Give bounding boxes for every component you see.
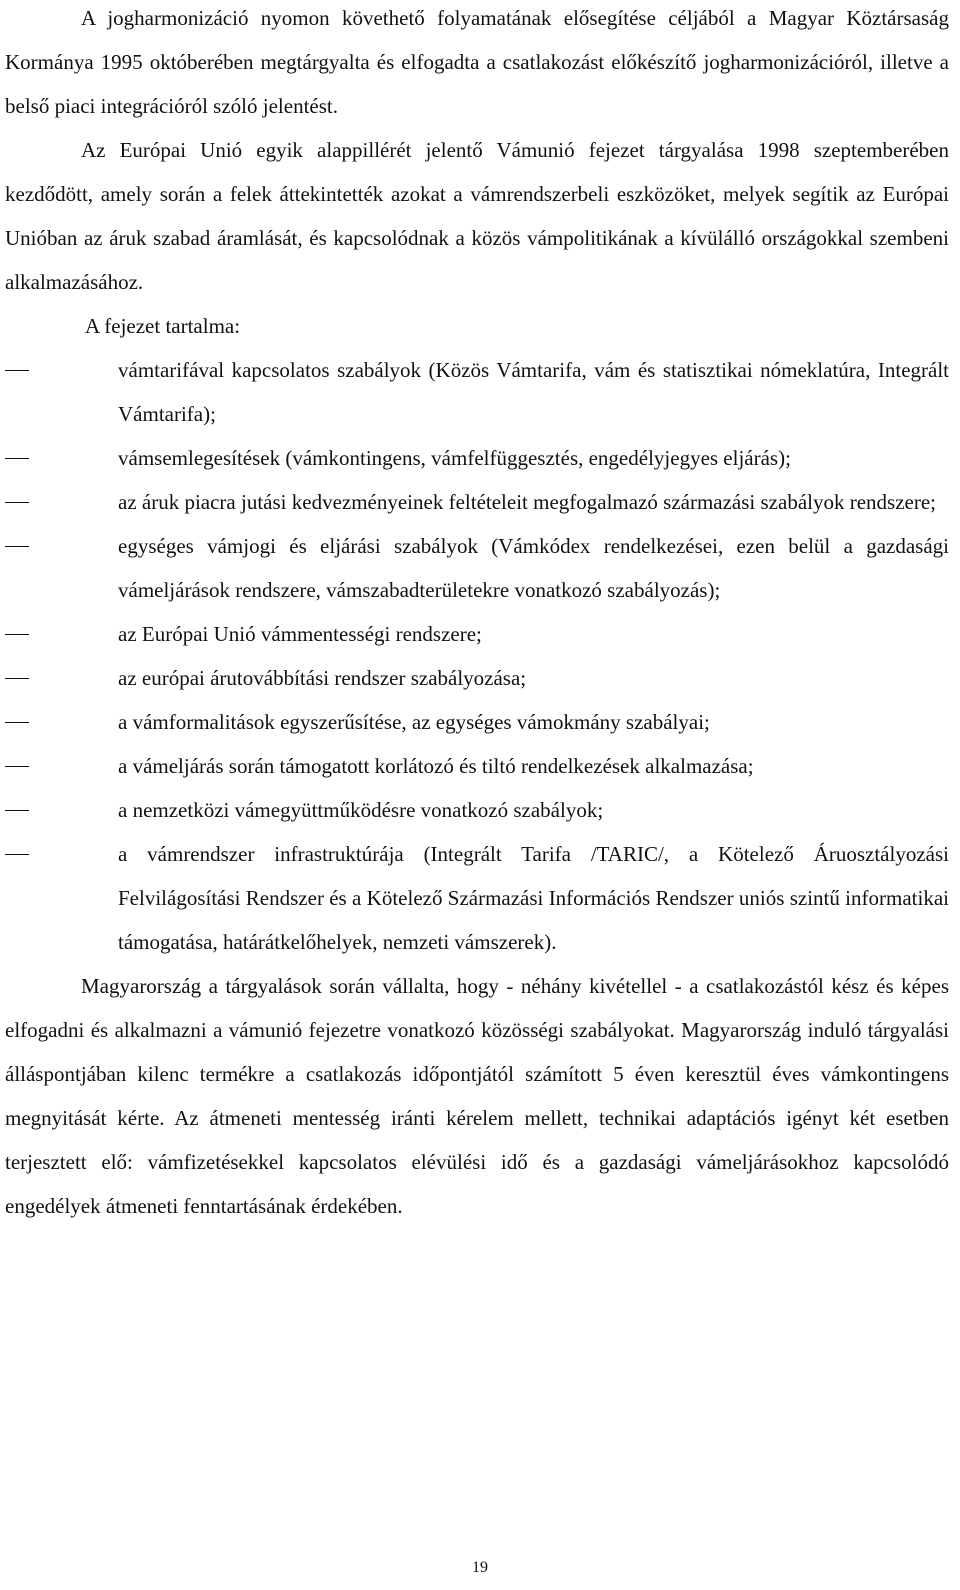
document-body: [5, 0, 949, 1228]
dash-bullet-icon: [5, 634, 29, 635]
list-item: az európai árutovábbítási rendszer szabályozása;: [5, 656, 949, 700]
list-item: vámsemlegesítések (vámkontingens, vámfelfüggesztés, engedélyjegyes eljárás);: [5, 436, 949, 480]
paragraph-magyarorszag: Magyarország a tárgyalások során vállalta, hogy - néhány kivétellel - a csatlakozástól kész és képes elfogadni és alkalmazni a vámunió fejezetre vonatkozó közösségi szabályokat. Magyarország induló tárgyalási álláspontjában kilenc termékre a csatlakozás időpontjától számított 5 éven keresztül éves vámkontingens megnyitását kérte. Az átmeneti mentesség iránti kérelem mellett, technikai adaptációs igényt két esetben terjesztett elő: vámfizetésekkel kapcsolatos elévülési idő és a gazdasági vámeljárásokhoz kapcsolódó engedélyek átmeneti fenntartásának érdekében.: [5, 974, 949, 1218]
list-item: a nemzetközi vámegyüttműködésre vonatkozó szabályok;: [5, 788, 949, 832]
content-list: [5, 348, 949, 964]
list-item: a vámrendszer infrastruktúrája (Integrált Tarifa /TARIC/, a Kötelező Áruosztályozási Felvilágosítási Rendszer és a Kötelező Származási Információs Rendszer uniós szintű informatikai támogatása, határátkelőhelyek, nemzeti vámszerek).: [5, 832, 949, 964]
list-item: a vámeljárás során támogatott korlátozó és tiltó rendelkezések alkalmazása;: [5, 744, 949, 788]
list-item: az Európai Unió vámmentességi rendszere;: [5, 612, 949, 656]
list-item: az áruk piacra jutási kedvezményeinek feltételeit megfogalmazó származási szabályok rendszere;: [5, 480, 949, 524]
dash-bullet-icon: [5, 546, 29, 547]
paragraph-vamunio: Az Európai Unió egyik alappillérét jelentő Vámunió fejezet tárgyalása 1998 szeptemberében kezdődött, amely során a felek áttekintették azokat a vámrendszerbeli eszközöket, melyek segítik az Európai Unióban az áruk szabad áramlását, és kapcsolódnak a közös vámpolitikának a kívülálló országokkal szembeni alkalmazásához.: [5, 138, 949, 294]
page-number: 19: [472, 1559, 488, 1576]
dash-bullet-icon: [5, 458, 29, 459]
dash-bullet-icon: [5, 502, 29, 503]
dash-bullet-icon: [5, 722, 29, 723]
dash-bullet-icon: [5, 766, 29, 767]
list-item: a vámformalitások egyszerűsítése, az egységes vámokmány szabályai;: [5, 700, 949, 744]
dash-bullet-icon: [5, 678, 29, 679]
dash-bullet-icon: [5, 370, 29, 371]
list-item: vámtarifával kapcsolatos szabályok (Közös Vámtarifa, vám és statisztikai nómeklatúra, Integrált Vámtarifa);: [5, 348, 949, 436]
paragraph-jogharmonizacio: A jogharmonizáció nyomon követhető folyamatának elősegítése céljából a Magyar Köztársaság Kormánya 1995 októberében megtárgyalta és elfogadta a csatlakozást előkészítő jogharmonizációról, illetve a belső piaci integrációról szóló jelentést.: [5, 6, 949, 118]
dash-bullet-icon: [5, 854, 29, 855]
dash-bullet-icon: [5, 810, 29, 811]
list-intro: A fejezet tartalma:: [85, 314, 241, 338]
list-item: egységes vámjogi és eljárási szabályok (Vámkódex rendelkezései, ezen belül a gazdasági vámeljárások rendszere, vámszabadterületekre vonatkozó szabályozás);: [5, 524, 949, 612]
